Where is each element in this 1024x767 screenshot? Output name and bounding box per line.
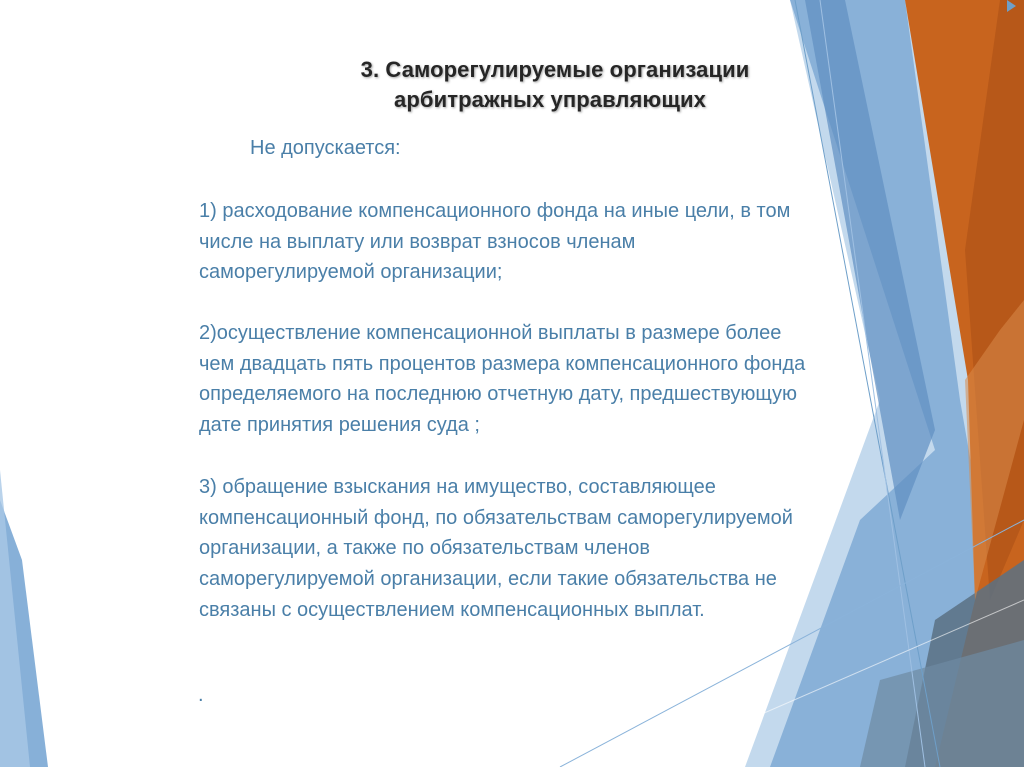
list-item-line: саморегулируемой организации, если такие обязательства не xyxy=(199,568,777,591)
list-item-line: 2)осуществление компенсационной выплаты в размере более xyxy=(199,322,782,344)
intro-text: Не допускается: xyxy=(250,137,401,159)
list-item-line: числе на выплату или возврат взносов членам xyxy=(199,230,636,253)
list-item-line: 3) обращение взыскания на имущество, составляющее xyxy=(199,476,716,498)
list-item-line: связаны с осуществлением компенсационных выплат. xyxy=(199,598,705,621)
list-item-line: саморегулируемой организации; xyxy=(199,261,503,284)
list-item-line: дате принятия решения суда ; xyxy=(199,414,480,437)
list-item-line: организации, а также по обязательствам членов xyxy=(199,537,651,560)
list-item-line: чем двадцать пять процентов размера компенсационного фонда xyxy=(199,352,806,375)
list-item xyxy=(199,318,805,441)
list-item-line: определяемого на последнюю отчетную дату, предшествующую xyxy=(199,383,798,406)
slide-title-line-1: 3. Саморегулируемые организации xyxy=(360,57,750,82)
trailing-dot: . xyxy=(198,684,204,706)
arrow-bullet-icon xyxy=(1007,0,1016,12)
list-item xyxy=(199,196,790,288)
slide-title-line-2: арбитражных управляющих xyxy=(394,87,706,112)
list-item-line: компенсационный фонд, по обязательствам саморегулируемой xyxy=(199,506,793,529)
list-item xyxy=(199,472,793,626)
list-item-line: 1) расходование компенсационного фонда на иные цели, в том xyxy=(199,200,791,222)
